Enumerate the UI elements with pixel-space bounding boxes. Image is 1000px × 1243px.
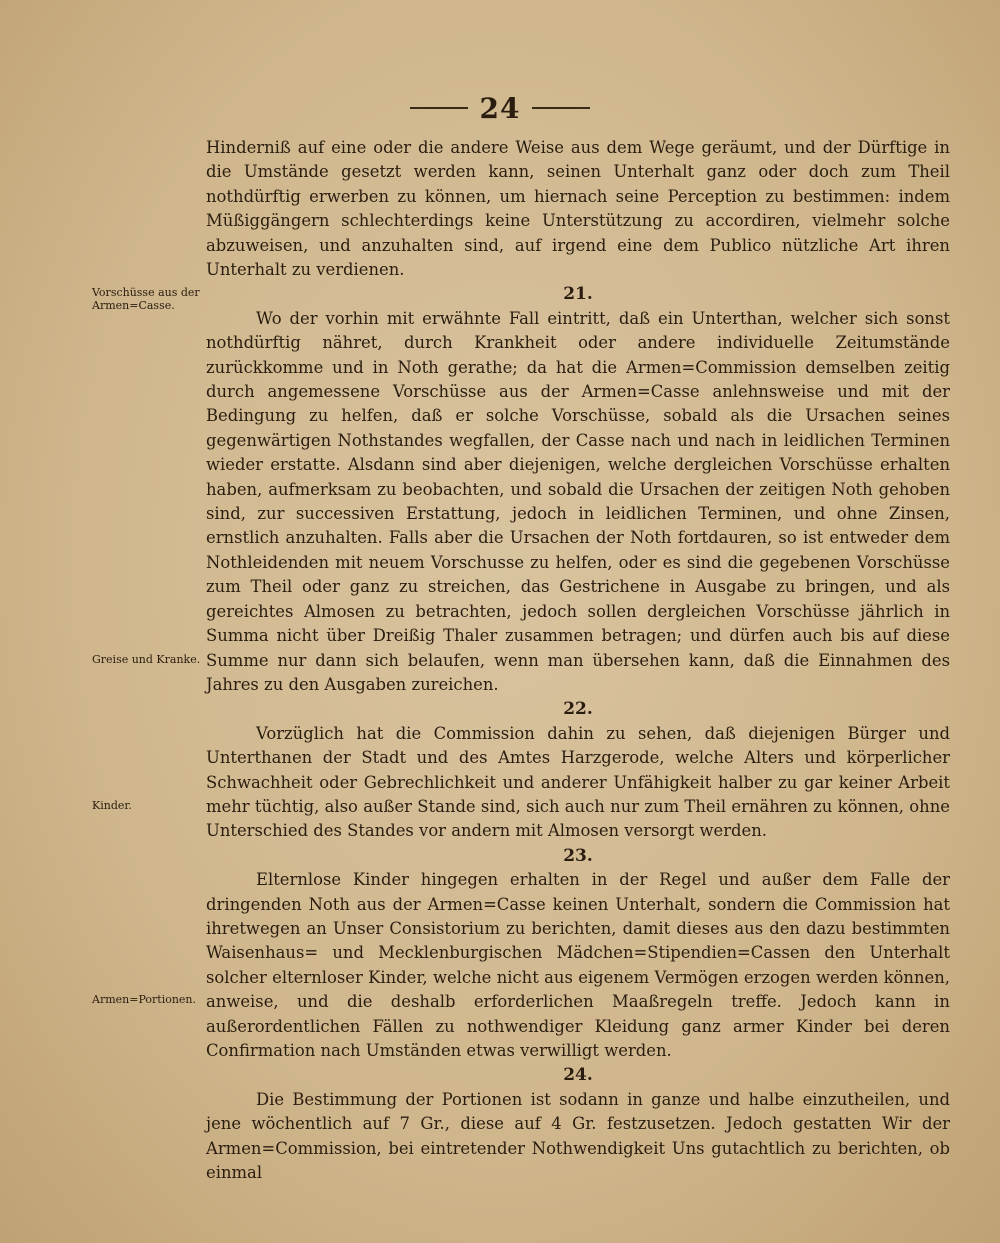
margin-note-22: Greise und Kranke.: [92, 653, 201, 666]
section-paragraph-21: Wo der vorhin mit erwähnte Fall eintritt, daß ein Unterthan, welcher sich sonst nothdürftig nähret, durch Krankheit oder andere individuelle Zeitumstände zurückkomme und in Noth gerathe; da hat die Armen=Commission demselben zeitig durch angemessene Vorschüsse aus der Armen=Casse anlehnsweise und mit der Bedingung zu helfen, daß er solche Vorschüsse, sobald als die Ursachen seines gegenwärtigen Nothstandes wegfallen, der Casse nach und nach in leidlichen Terminen wieder erstatte. Alsdann sind aber diejenigen, welche dergleichen Vorschüsse erhalten haben, aufmerksam zu beobachten, und sobald die Ursachen der zeitigen Noth gehoben sind, zur successiven Erstattung, jedoch in leidlichen Terminen, und ohne Zinsen, ernstlich anzuhalten. Falls aber die Ursachen der Noth fortdauren, so ist entweder dem Nothleidenden mit neuem Vorschusse zu helfen, oder es sind die gegebenen Vorschüsse zum Theil oder ganz zu streichen, das Gestrichene in Ausgabe zu bringen, und als gereichtes Almosen zu betrachten, jedoch sollen dergleichen Vorschüsse jährlich in Summa nicht über Dreißig Thaler zusammen betragen; und dürfen auch bis auf diese Summe nur dann sich belaufen, wenn man übersehen kann, daß die Einnahmen des Jahres zu den Ausgaben zureichen.: [206, 308, 950, 694]
section-paragraph-22: Vorzüglich hat die Commission dahin zu sehen, daß diejenigen Bürger und Unterthanen der Stadt und des Amtes Harzgerode, welche Alters und körperlicher Schwachheit oder Gebrechlichkeit und anderer Unfähigkeit halber zu gar keiner Arbeit mehr tüchtig, also außer Stande sind, sich auch nur zum Theil ernähren zu können, ohne Unterschied des Standes vor andern mit Almosen versorgt werden.: [206, 723, 950, 841]
section-number-21: 21.: [563, 284, 593, 305]
header-rule-left: [410, 107, 468, 109]
margin-note-24: Armen=Portionen.: [92, 993, 197, 1006]
section-number-22: 22.: [563, 699, 593, 720]
main-text: [206, 136, 950, 1185]
section-number-24: 24.: [563, 1065, 593, 1086]
intro-paragraph: Hinderniß auf eine oder die andere Weise aus dem Wege geräumt, und der Dürftige in die Umstände gesetzt werden kann, seinen Unterhalt ganz oder doch zum Theil nothdürftig erwerben zu können, um hiernach seine Perception zu bestimmen: indem Müßiggängern schlechterdings keine Unterstützung zu accordiren, vielmehr solche abzuweisen, und anzuhalten sind, auf irgend eine dem Publico nützliche Art ihren Unterhalt zu verdienen.: [206, 138, 950, 280]
header-rule-right: [532, 107, 590, 109]
section-paragraph-23: Elternlose Kinder hingegen erhalten in der Regel und außer dem Falle der dringenden Noth aus der Armen=Casse keinen Unterhalt, sondern die Commission hat ihretwegen an Unser Consistorium zu berichten, damit dieses aus den dazu bestimmten Waisenhaus= und Mecklenburgischen Mädchen=Stipendien=Cassen den Unterhalt solcher elternloser Kinder, welche nicht aus eigenem Vermögen erzogen werden können, anweise, und die deshalb erforderlichen Maaßregeln treffe. Jedoch kann in außerordentlichen Fällen zu nothwendiger Kleidung ganz armer Kinder bei deren Confirmation nach Umständen etwas verwilligt werden.: [206, 870, 950, 1060]
section-paragraph-24: Die Bestimmung der Portionen ist sodann in ganze und halbe einzutheilen, und jene wöchentlich auf 7 Gr., diese auf 4 Gr. festzusetzen. Jedoch gestatten Wir der Armen=Commission, bei eintretender Nothwendigkeit Uns gutachtlich zu berichten, ob einmal: [206, 1089, 950, 1182]
margin-note-23: Kinder.: [92, 799, 132, 812]
page-header: [0, 88, 1000, 128]
page-number: 24: [479, 91, 521, 125]
margin-note-21: Vorschüsse aus der Armen=Casse.: [92, 286, 200, 312]
section-number-23: 23.: [563, 845, 593, 866]
